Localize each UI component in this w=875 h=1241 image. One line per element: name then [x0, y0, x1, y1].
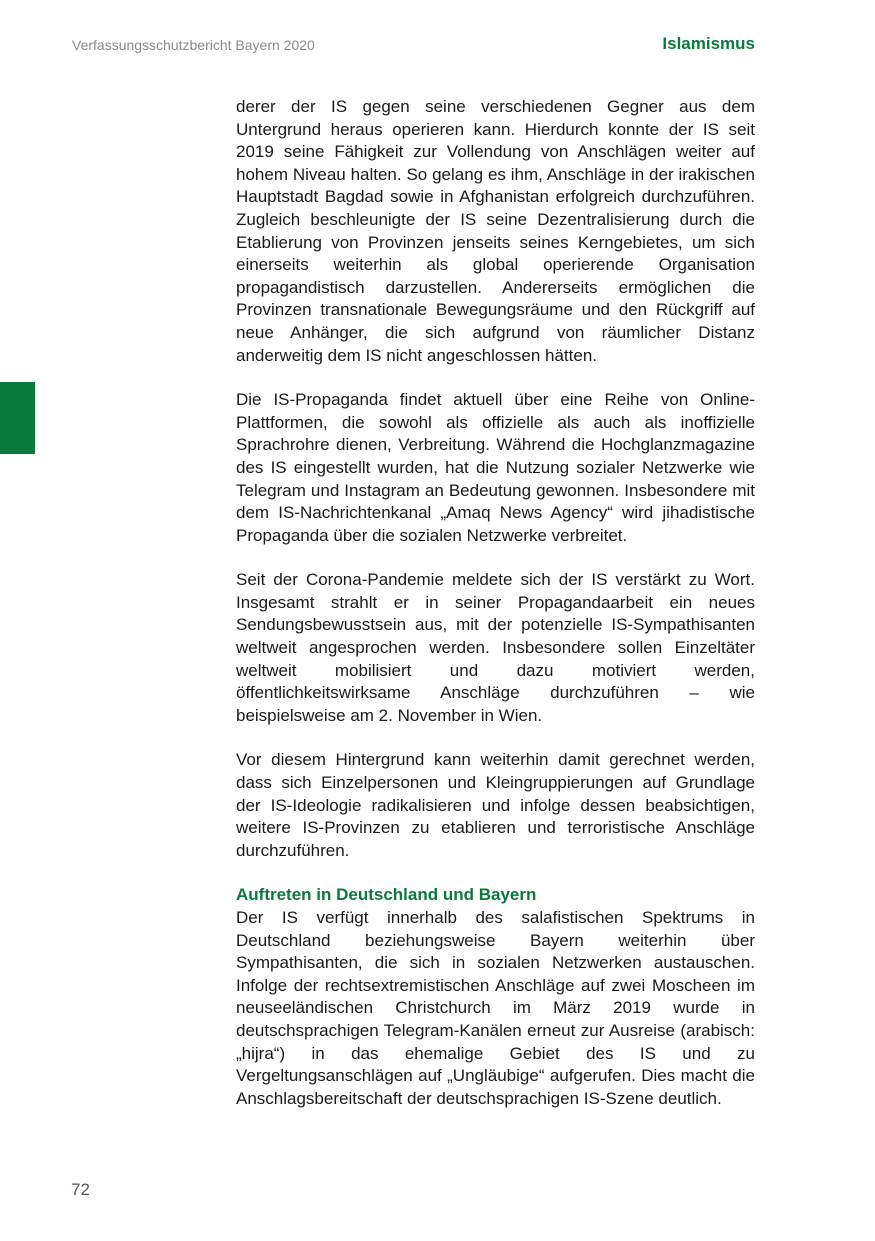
chapter-title: Islamismus	[662, 34, 755, 53]
paragraph: Die IS-Propaganda findet aktuell über eine Reihe von Online-Plattformen, die sowohl als offizielle als auch als inoffizielle Sprachrohre dienen, Verbreitung. Während die Hochglanzmagazine des IS eingestellt wurden, hat die Nutzung sozialer Netzwerke wie Telegram und Instagram an Bedeutung gewonnen. Insbesondere mit dem IS-Nachrichtenkanal „Amaq News Agency“ wird jihadistische Propaganda über die sozialen Netzwerke verbreitet.	[236, 390, 755, 545]
section-heading: Auftreten in Deutschland und Bayern	[236, 885, 537, 905]
paragraph: derer der IS gegen seine verschiedenen Gegner aus dem Untergrund heraus operieren kann. Hierdurch konnte der IS seit 2019 seine Fähigkeit zur Vollendung von Anschlägen weiter auf hohem Niveau halten. So gelang es ihm, Anschläge in der irakischen Hauptstadt Bagdad sowie in Afghanistan erfolgreich durchzuführen. Zugleich beschleunigte der IS seine Dezentralisierung durch die Etablierung von Provinzen jenseits seines Kerngebietes, um sich einerseits weiterhin als global operierende Organisation propagandistisch darzustellen. Andererseits ermöglichen die Provinzen transnationale Bewegungsräume und den Rückgriff auf neue Anhänger, die sich aufgrund von räumlicher Distanz anderweitig dem IS nicht angeschlossen hätten.	[236, 97, 755, 365]
page-number: 72	[71, 1180, 90, 1199]
publication-title: Verfassungsschutzbericht Bayern 2020	[72, 37, 315, 53]
section-paragraph: Der IS verfügt innerhalb des salafistischen Spektrums in Deutschland beziehungsweise Bayern weiterhin über Sympathisanten, die sich in sozialen Netzwerken austauschen. Infolge der rechtsextremistischen Anschläge auf zwei Moscheen im neuseeländischen Christchurch im März 2019 wurde in deutschsprachigen Telegram-Kanälen erneut zur Ausreise (arabisch: „hijra“) in das ehemalige Gebiet des IS und zu Vergeltungsanschlägen auf „Ungläubige“ aufgerufen. Dies macht die Anschlagsbereitschaft der deutschsprachigen IS-Szene deutlich.	[236, 908, 755, 1108]
chapter-marker-tab	[0, 382, 35, 454]
paragraph: Seit der Corona-Pandemie meldete sich der IS verstärkt zu Wort. Insgesamt strahlt er in seiner Propagandaarbeit ein neues Sendungsbewusstsein aus, mit der potenzielle IS-Sympathisanten weltweit angesprochen werden. Insbesondere sollen Einzeltäter weltweit mobilisiert und dazu motiviert werden, öffentlichkeitswirksame Anschläge durchzuführen – wie beispielsweise am 2. November in Wien.	[236, 570, 755, 725]
main-text	[236, 96, 755, 1132]
paragraph: Vor diesem Hintergrund kann weiterhin damit gerechnet werden, dass sich Einzelpersonen und Kleingruppierungen auf Grundlage der IS-Ideologie radikalisieren und infolge dessen beabsichtigen, weitere IS-Provinzen zu etablieren und terroristische Anschläge durchzuführen.	[236, 750, 755, 860]
